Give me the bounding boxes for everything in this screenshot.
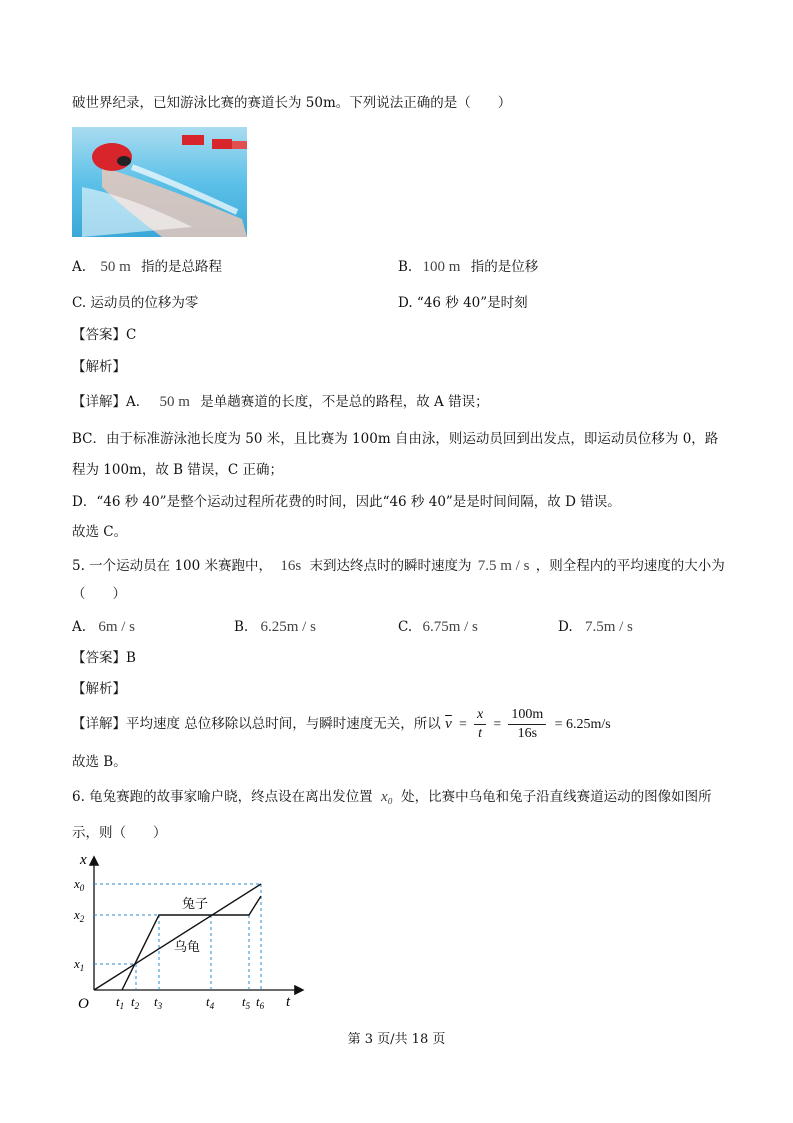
y-axis-label: x <box>80 852 87 868</box>
detail-a-suffix: 是单趟赛道的长度，不是总的路程，故 A 错误； <box>200 394 489 410</box>
tick-t2: $t_2$ <box>131 994 140 1011</box>
detail-a-prefix: 【详解】A． <box>72 394 150 410</box>
q5-frac2-den: 16s <box>517 726 538 741</box>
q4-option-a <box>72 257 222 277</box>
q5-option-c-value: 6.75m / s <box>422 619 478 635</box>
label-turtle: 乌龟 <box>174 940 201 955</box>
q4-conclusion: 故选 C。 <box>72 524 128 540</box>
q5-eq1: = <box>459 716 467 731</box>
q5-v-bar: $\overline{v}$ <box>445 716 452 732</box>
q5-option-a-label: A. <box>72 619 87 635</box>
q5-detail <box>72 702 611 746</box>
q4-detail-bc-1: BC．由于标准游泳池长度为 50 米，且比赛为 100m 自由泳，则运动员回到出发点，即运动员位移为 0，路 <box>72 431 719 447</box>
tick-x1: $x_1$ <box>74 956 85 973</box>
q5-detail-text: 【详解】平均速度 总位移除以总时间，与瞬时速度无关，所以 <box>72 716 441 732</box>
tick-t3: $t_3$ <box>154 994 163 1011</box>
tick-x2: $x_2$ <box>74 907 85 924</box>
q5-result: = 6.25m/s <box>554 717 611 732</box>
swimmer-illustration <box>72 127 247 237</box>
q6-stem-line1 <box>72 787 712 807</box>
option-b-text: 指的是位移 <box>470 259 539 275</box>
q5-stem-time: 16s <box>280 558 302 574</box>
q4-stem: 破世界纪录，已知游泳比赛的赛道长为 50m。下列说法正确的是（ ） <box>72 95 512 111</box>
q5-option-d <box>558 617 633 637</box>
q5-option-c-label: C. <box>398 619 413 635</box>
q5-option-b <box>234 617 316 637</box>
option-a-label: A. <box>72 259 87 275</box>
q6-stem-x0: x₀ <box>380 789 393 805</box>
tick-t5: $t_5$ <box>242 994 251 1011</box>
label-rabbit: 兔子 <box>182 897 209 912</box>
q4-option-d: D. “46 秒 40”是时刻 <box>398 295 528 311</box>
option-a-math: 50 m <box>100 259 131 275</box>
q5-stem <box>72 556 725 576</box>
q5-eq2: = <box>493 716 502 731</box>
q4-detail-bc-2: 程为 100m，故 B 错误，C 正确； <box>72 462 283 478</box>
q5-analysis: 【解析】 <box>72 681 126 697</box>
q6-stem-part2: 处，比赛中乌龟和兔子沿直线赛道运动的图像如图所 <box>401 789 712 805</box>
q5-option-b-value: 6.25m / s <box>260 619 316 635</box>
q5-option-b-label: B. <box>234 619 249 635</box>
option-b-label: B. <box>398 259 413 275</box>
tick-t6: $t_6$ <box>256 994 265 1011</box>
q4-answer: 【答案】C <box>72 327 137 343</box>
detail-a-math: 50 m <box>159 394 190 410</box>
tick-x0: $x_0$ <box>74 876 85 893</box>
q5-option-d-label: D. <box>558 619 573 635</box>
q5-frac1-num: x <box>474 706 486 725</box>
option-b-math: 100 m <box>422 259 461 275</box>
q4-option-c: C. 运动员的位移为零 <box>72 295 199 311</box>
turtle-line <box>94 884 261 990</box>
q5-option-a <box>72 617 135 637</box>
q5-option-d-value: 7.5m / s <box>584 619 633 635</box>
q5-frac2-num: 100m <box>508 706 546 725</box>
q5-stem-part1: 5. 一个运动员在 100 米赛跑中， <box>72 558 273 574</box>
q5-stem-speed: 7.5 m / s <box>477 558 530 574</box>
q5-conclusion: 故选 B。 <box>72 754 127 770</box>
q6-stem-line2: 示，则（ ） <box>72 825 167 841</box>
q5-answer: 【答案】B <box>72 650 136 666</box>
race-graph <box>70 848 310 1018</box>
tick-t1: $t_1$ <box>116 994 125 1011</box>
q4-detail-d: D．“46 秒 40”是整个运动过程所花费的时间，因此“46 秒 40”是是时间间隔，故 D 错误。 <box>72 494 621 510</box>
q4-analysis: 【解析】 <box>72 359 126 375</box>
q5-option-c <box>398 617 478 637</box>
q5-fraction-xt <box>474 706 486 743</box>
x-axis-label: t <box>286 994 291 1010</box>
q5-frac1-den: t <box>478 726 483 741</box>
page-footer: 第 3 页/共 18 页 <box>347 1032 446 1047</box>
q6-stem-part1: 6. 龟兔赛跑的故事家喻户晓，终点设在离出发位置 <box>72 789 373 805</box>
q5-option-a-value: 6m / s <box>98 619 136 635</box>
q5-stem-part2: 末到达终点时的瞬时速度为 <box>309 558 472 574</box>
q5-stem-paren: （ ） <box>72 586 126 602</box>
swimmer-photo <box>72 127 247 237</box>
q5-stem-part3: ，则全程内的平均速度的大小为 <box>535 558 725 574</box>
option-a-text: 指的是总路程 <box>141 259 223 275</box>
q4-option-b <box>398 257 538 277</box>
tick-t4: $t_4$ <box>206 994 215 1011</box>
q5-fraction-values <box>508 706 546 743</box>
origin-label: O <box>78 996 89 1012</box>
q4-detail-a <box>72 392 489 412</box>
